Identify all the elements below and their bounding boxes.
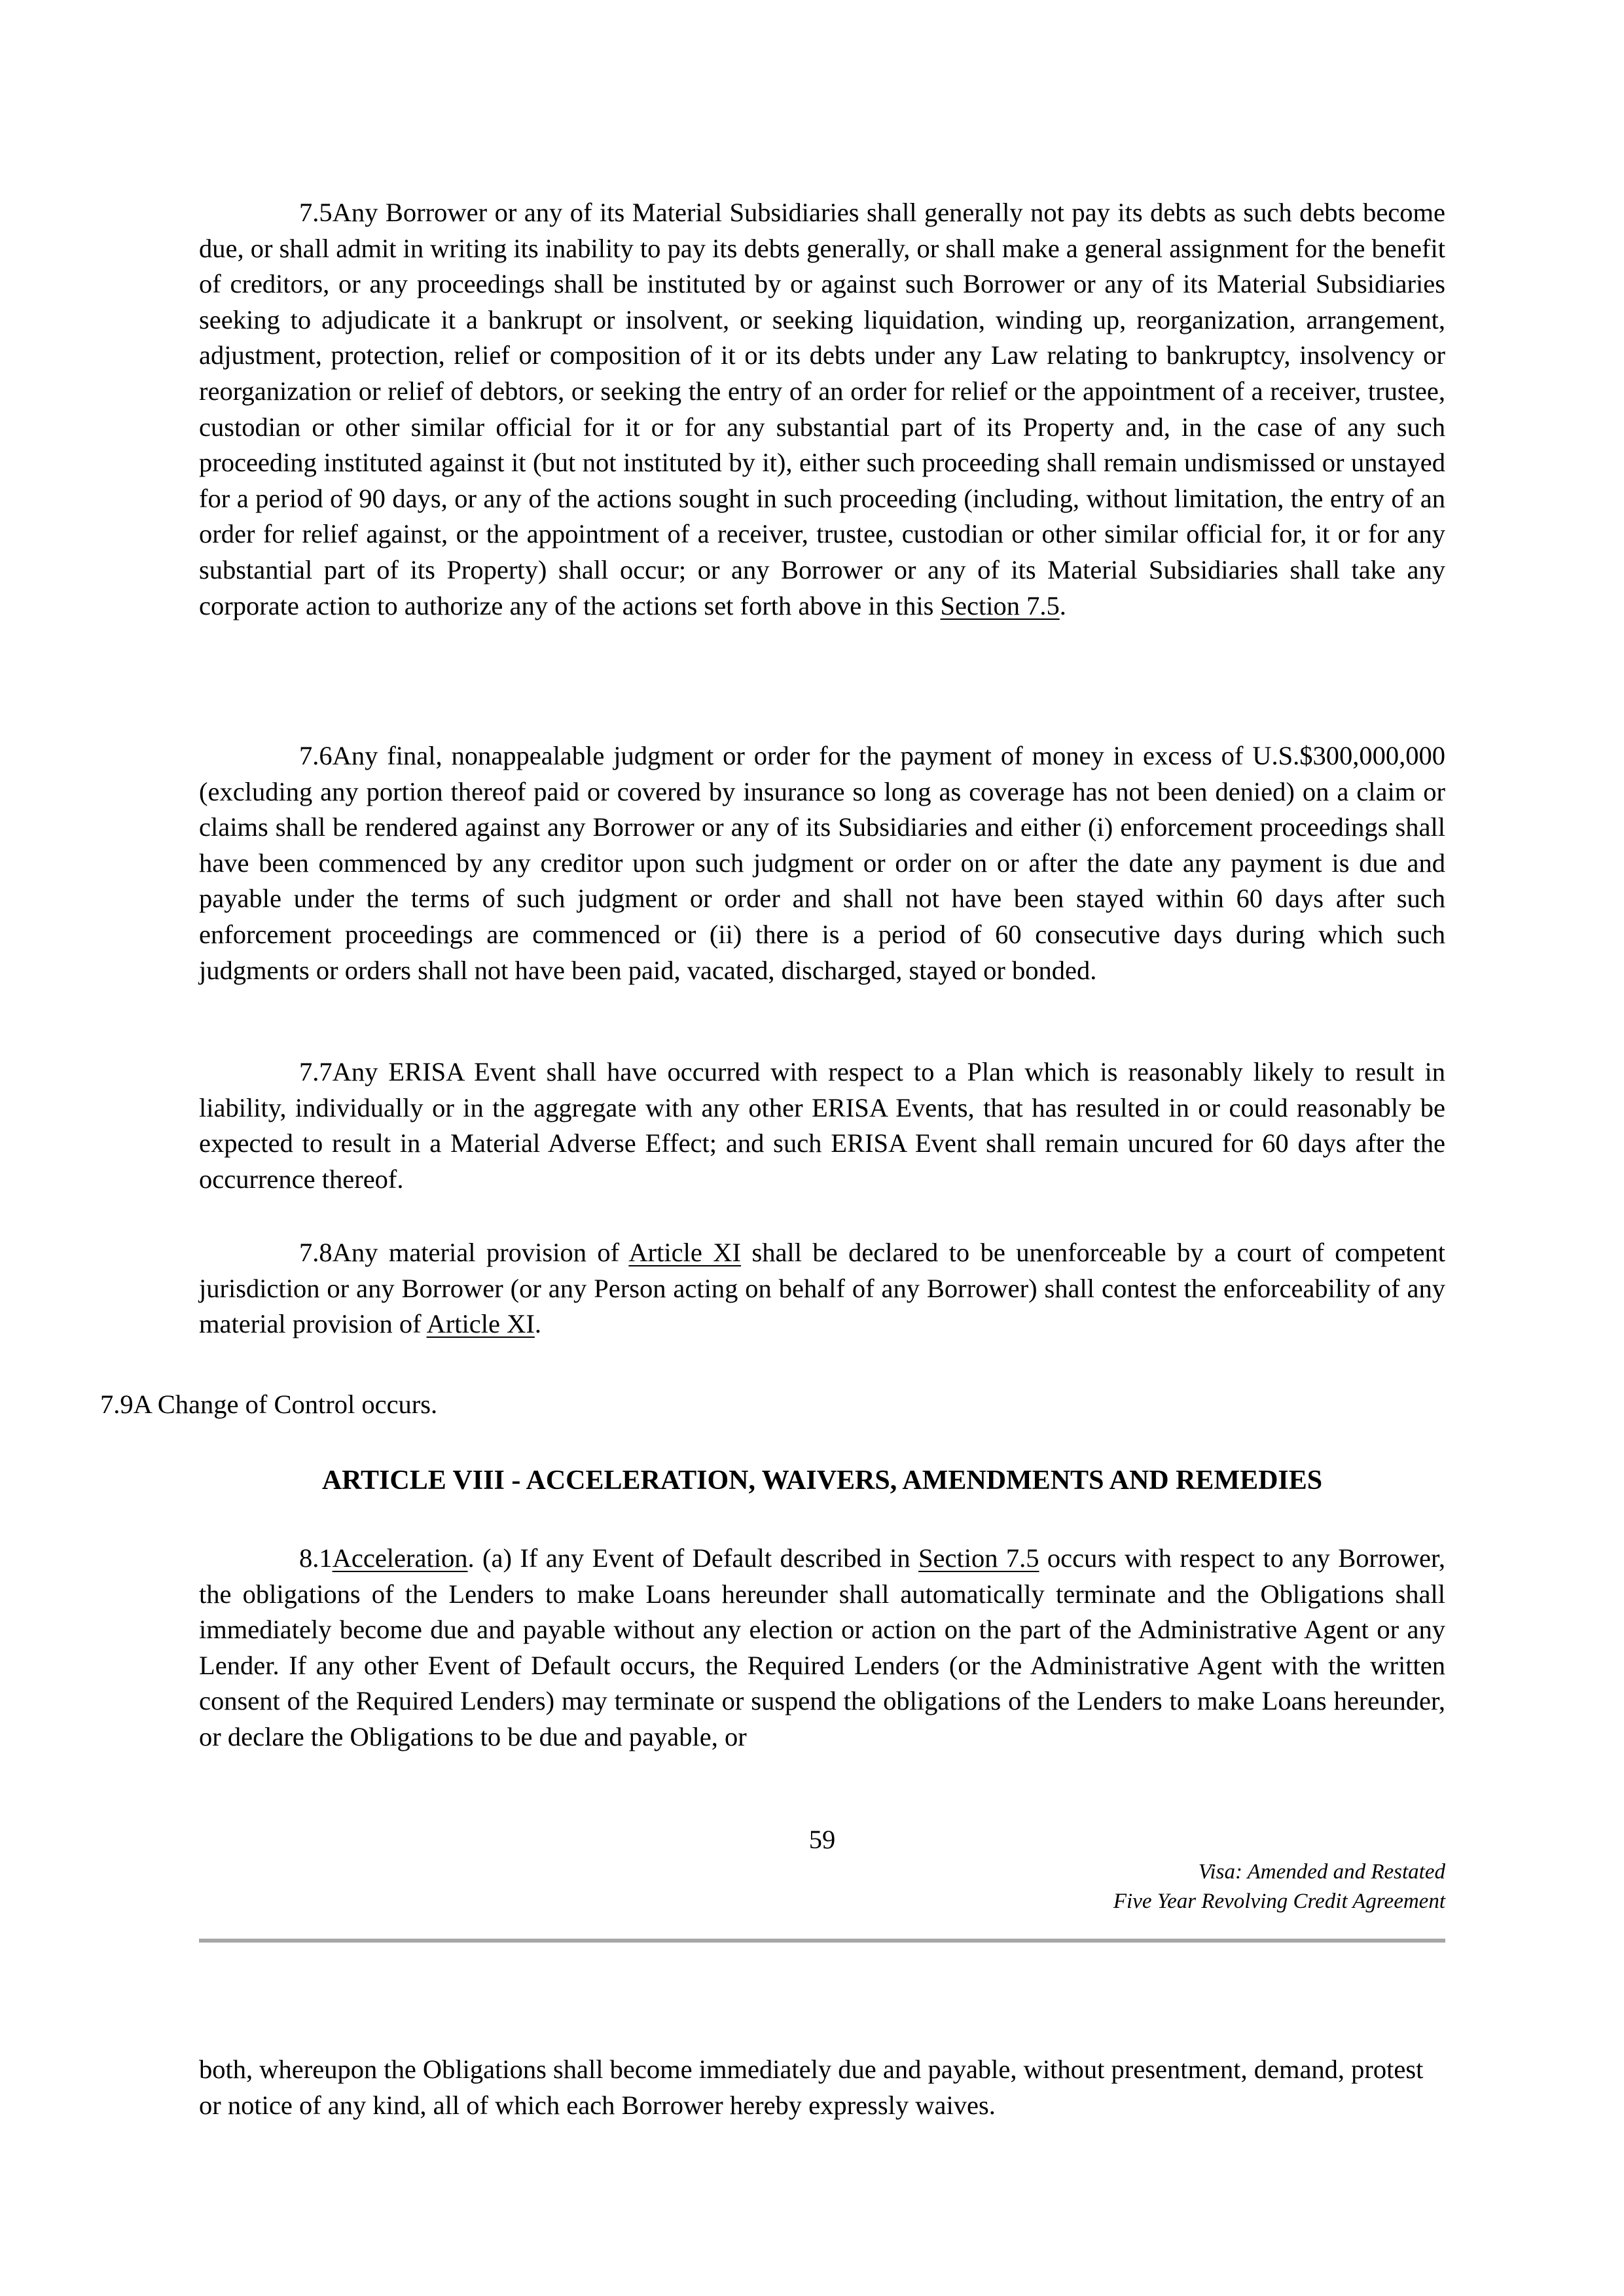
continuation-paragraph: both, whereupon the Obligations shall become immediately due and payable, without presentment, demand, protest or notice of any kind, all of which each Borrower hereby expressly waives. (199, 2054, 1424, 2120)
section-7-7-paragraph (199, 1054, 1445, 1197)
article-viii-heading: ARTICLE VIII - ACCELERATION, WAIVERS, AMENDMENTS AND REMEDIES (321, 1465, 1323, 1496)
section-number: 7.8 (299, 1238, 333, 1267)
section-7-8-paragraph: 7.8Any material provision of Article XI shall be declared to be unenforceable by a court of competent jurisdiction or any Borrower (or any Person acting on behalf of any Borrower) shall contest the enforceability of any material provision of Article XI. (199, 1238, 1445, 1339)
section-text: Any final, nonappealable judgment or order for the payment of money in excess of U.S.$300,000,000 (excluding any portion thereof paid or covered by insurance so long as coverage has not been denied) on a claim or claims shall be rendered against any Borrower or any of its Subsidiaries and either (i) enforcement proceedings shall have been commenced by any creditor upon such judgment or order on or after the date any payment is due and payable under the terms of such judgment or order and shall not have been stayed within 60 days after such enforcement proceedings are commenced or (ii) there is a period of 60 consecutive days during which such judgments or orders shall not have been paid, vacated, discharged, stayed or bonded. (199, 741, 1445, 985)
section-number: 8.1 (299, 1543, 333, 1573)
section-7-5-link[interactable]: Section 7.5 (918, 1543, 1039, 1573)
section-text: Any ERISA Event shall have occurred with respect to a Plan which is reasonably likely to result in liability, individually or in the aggregate with any other ERISA Events, that has resulted in or could reasonably be expected to result in a Material Adverse Effect; and such ERISA Event shall remain uncured for 60 days after the occurrence thereof. (199, 1057, 1445, 1194)
section-text: A Change of Control occurs. (133, 1390, 438, 1419)
section-7-5-paragraph: 7.5Any Borrower or any of its Material Subsidiaries shall generally not pay its debts as such debts become due, or shall admit in writing its inability to pay its debts generally, or shall make a general assignment for the benefit of creditors, or any proceedings shall be instituted by or against such Borrower or any of its Material Subsidiaries seeking to adjudicate it a bankrupt or insolvent, or seeking liquidation, winding up, reorganization, arrangement, adjustment, protection, relief or composition of it or its debts under any Law relating to bankruptcy, insolvency or reorganization or relief of debtors, or seeking the entry of an order for relief or the appointment of a receiver, trustee, custodian or other similar official for it or for any substantial part of its Property and, in the case of any such proceeding instituted against it (but not instituted by it), either such proceeding shall remain undismissed or unstayed for a period of 90 days, or any of the actions sought in such proceeding (including, without limitation, the entry of an order for relief against, or the appointment of a receiver, trustee, custodian or other similar official for, it or for any substantial part of its Property) shall occur; or any Borrower or any of its Material Subsidiaries shall take any corporate action to authorize any of the actions set forth above in this Section 7.5. (199, 198, 1445, 620)
page-number: 59 (808, 1825, 836, 1854)
section-number: 7.7 (299, 1057, 333, 1086)
footer-document-title-line2: Five Year Revolving Credit Agreement (1113, 1890, 1445, 1913)
article-xi-link[interactable]: Article XI (628, 1238, 741, 1267)
footer-document-title-line1: Visa: Amended and Restated (1198, 1860, 1445, 1884)
article-xi-link[interactable]: Article XI (426, 1309, 535, 1339)
section-number: 7.6 (299, 741, 333, 770)
section-8-1-paragraph: 8.1Acceleration. (a) If any Event of Default described in Section 7.5 occurs with respect to any Borrower, the obligations of the Lenders to make Loans hereunder shall automatically terminate and the Obligations shall immediately become due and payable without any election or action on the part of the Administrative Agent or any Lender. If any other Event of Default occurs, the Required Lenders (or the Administrative Agent with the written consent of the Required Lenders) may terminate or suspend the obligations of the Lenders to make Loans hereunder, or declare the Obligations to be due and payable, or (199, 1543, 1445, 1751)
section-title-acceleration[interactable]: Acceleration (332, 1543, 468, 1573)
section-7-6-paragraph (199, 738, 1445, 988)
section-number: 7.9 (100, 1390, 134, 1419)
section-text: Any Borrower or any of its Material Subsidiaries shall generally not pay its debts as such debts become due, or shall admit in writing its inability to pay its debts generally, or shall make a general assignment for the benefit of creditors, or any proceedings shall be instituted by or against such Borrower or any of its Material Subsidiaries seeking to adjudicate it a bankrupt or insolvent, or seeking liquidation, winding up, reorganization, arrangement, adjustment, protection, relief or composition of it or its debts under any Law relating to bankruptcy, insolvency or reorganization or relief of debtors, or seeking the entry of an order for relief or the appointment of a receiver, trustee, custodian or other similar official for it or for any substantial part of its Property and, in the case of any such proceeding instituted against it (but not instituted by it), either such proceeding shall remain undismissed or unstayed for a period of 90 days, or any of the actions sought in such proceeding (including, without limitation, the entry of an order for relief against, or the appointment of a receiver, trustee, custodian or other similar official for, it or for any substantial part of its Property) shall occur; or any Borrower or any of its Material Subsidiaries shall take any corporate action to authorize any of the actions set forth above in this (199, 198, 1445, 620)
section-7-5-link[interactable]: Section 7.5 (940, 590, 1060, 620)
section-7-9-paragraph (100, 1387, 437, 1423)
page-break-divider (199, 1939, 1445, 1943)
section-number: 7.5 (299, 198, 333, 227)
